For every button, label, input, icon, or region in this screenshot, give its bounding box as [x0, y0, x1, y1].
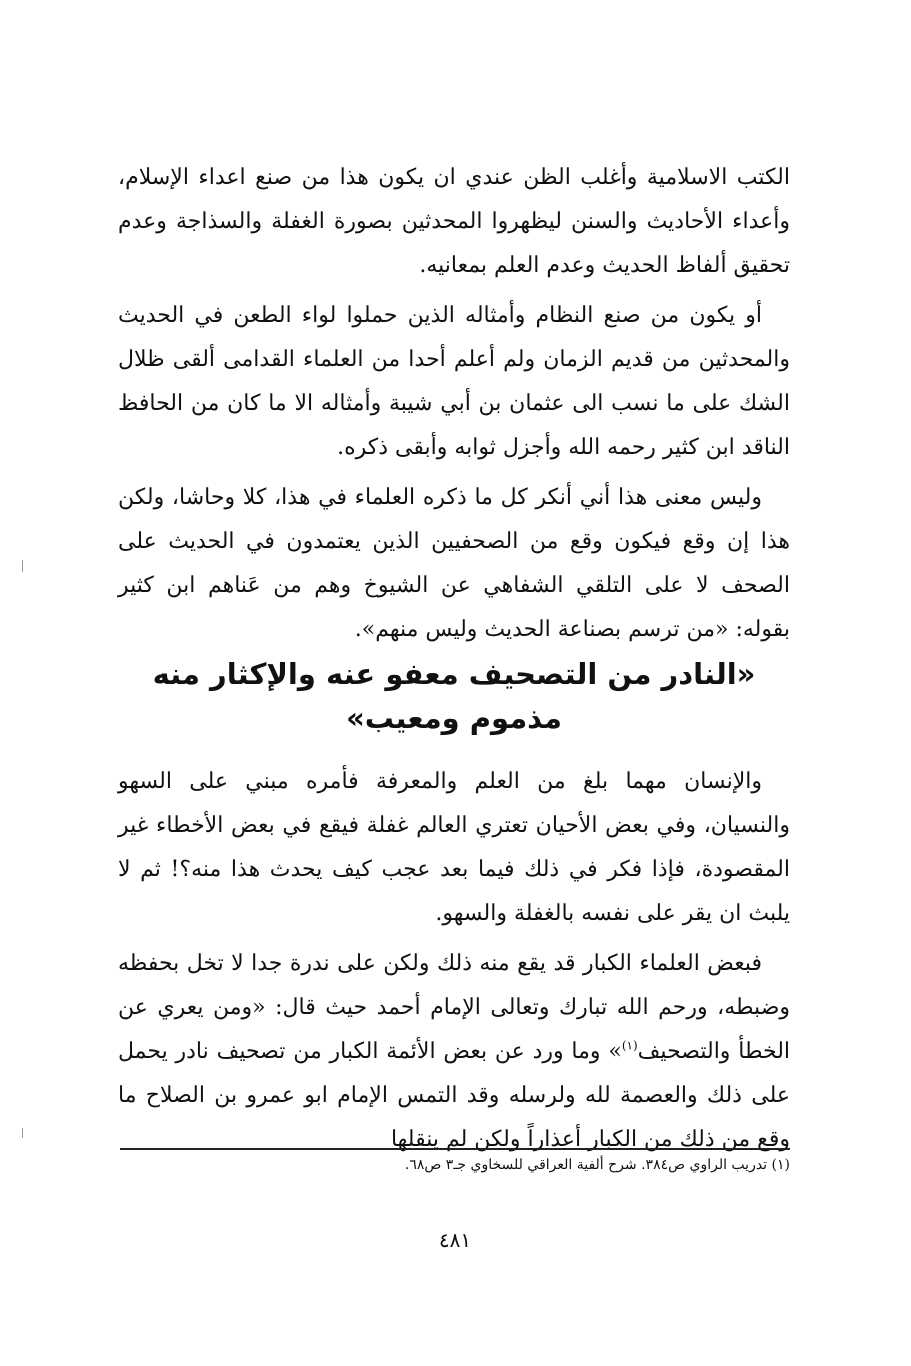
section-text-block [118, 760, 790, 1162]
top-text-block [118, 156, 790, 652]
scan-edge-mark [22, 560, 23, 572]
footnote-reference: (١) [621, 1038, 638, 1053]
paragraph: وليس معنى هذا أني أنكر كل ما ذكره العلماء في هذا، كلا وحاشا، ولكن هذا إن وقع فيكون وقع من الصحفيين الذين يعتمدون في الحديث على الصحف لا على التلقي الشفاهي عن الشيوخ وهم من عَناهم ابن كثير بقوله: «من ترسم بصناعة الحديث وليس منهم». [118, 485, 790, 642]
footnote-divider [120, 1148, 790, 1150]
paragraph: أو يكون من صنع النظام وأمثاله الذين حملوا لواء الطعن في الحديث والمحدثين من قديم الزمان ولم أعلم أحدا من العلماء القدامى ألقى ظلال الشك على ما نسب الى عثمان بن أبي شيبة وأمثاله الا ما كان من الحافظ الناقد ابن كثير رحمه الله وأجزل ثوابه وأبقى ذكره. [118, 303, 790, 460]
paragraph-text: » وما ورد عن بعض الأئمة الكبار من تصحيف نادر يحمل على ذلك والعصمة لله ولرسله وقد التمس الإمام ابو عمرو بن الصلاح ما وقع من ذلك من الكبار أعذاراً ولكن لم ينقلها [118, 1039, 790, 1152]
paragraph [118, 942, 790, 1162]
paragraph-text: فبعض العلماء الكبار قد يقع منه ذلك ولكن على ندرة جدا لا تخل بحفظه وضبطه، ورحم الله تبارك وتعالى الإمام أحمد حيث قال: «ومن يعري عن الخطأ والتصحيف [118, 951, 791, 1064]
section-heading: «النادر من التصحيف معفو عنه والإكثار منه مذموم ومعيب» [152, 657, 756, 735]
paragraph: الكتب الاسلامية وأغلب الظن عندي ان يكون هذا من صنع اعداء الإسلام، وأعداء الأحاديث والسنن ليظهروا المحدثين بصورة الغفلة والسذاجة وعدم تحقيق ألفاظ الحديث وعدم العلم بمعانيه. [118, 165, 790, 278]
footnote: (١) تدريب الراوي ص٣٨٤. شرح ألفية العراقي للسخاوي جـ٣ ص٦٨. [404, 1157, 790, 1173]
page-number: ٤٨١ [438, 1228, 472, 1252]
scan-edge-mark [22, 1128, 23, 1138]
paragraph: والإنسان مهما بلغ من العلم والمعرفة فأمره مبني على السهو والنسيان، وفي بعض الأحيان تعتري العالم غفلة فيقع في بعض الأخطاء غير المقصودة، فإذا فكر في ذلك فيما بعد عجب كيف يحدث هذا منه؟! ثم لا يلبث ان يقر على نفسه بالغفلة والسهو. [118, 769, 790, 926]
